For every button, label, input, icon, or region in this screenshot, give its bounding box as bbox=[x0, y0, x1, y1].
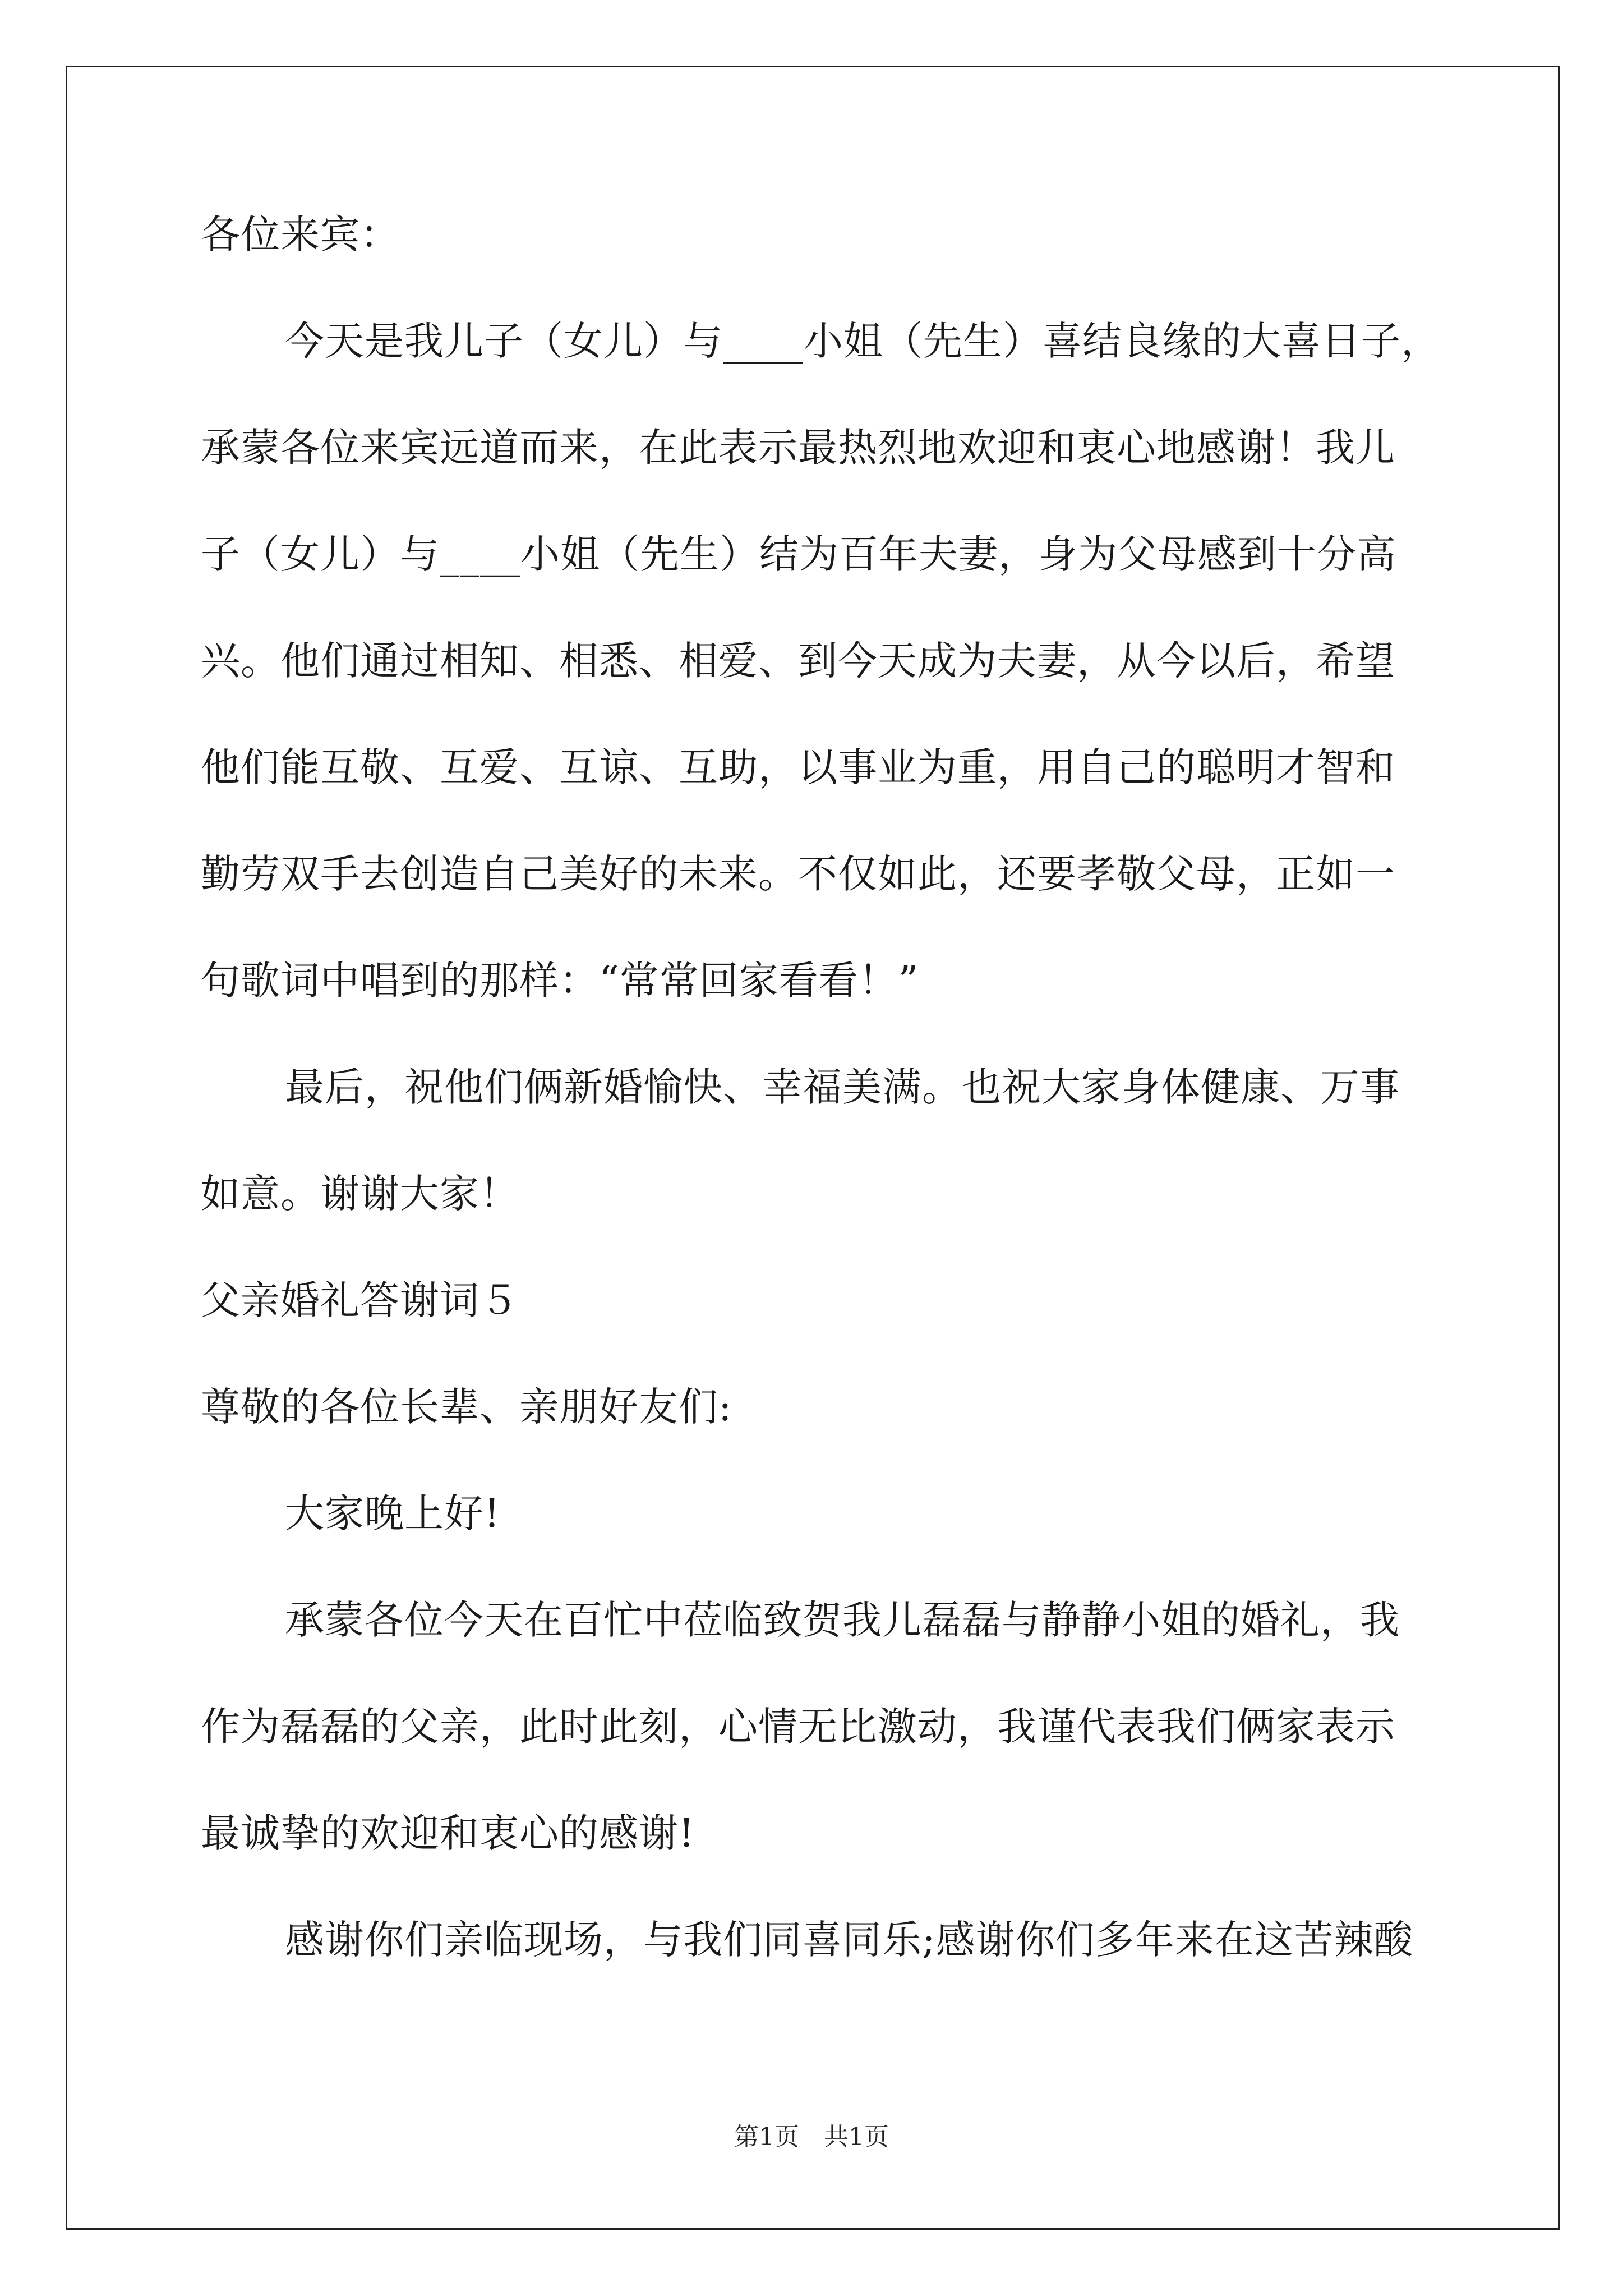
paragraph-line: 兴。他们通过相知、相悉、相爱、到今天成为夫妻，从今以后，希望 bbox=[201, 638, 1395, 684]
paragraph-line: 今天是我儿子（女儿）与____小姐（先生）喜结良缘的大喜日子， bbox=[285, 318, 1441, 364]
paragraph-line: 如意。谢谢大家！ bbox=[201, 1171, 519, 1217]
page-border bbox=[66, 66, 1560, 2230]
salutation: 尊敬的各位长辈、亲朋好友们: bbox=[201, 1384, 732, 1430]
paragraph-line: 作为磊磊的父亲，此时此刻，心情无比激动，我谨代表我们俩家表示 bbox=[201, 1704, 1395, 1750]
paragraph-line: 他们能互敬、互爱、互谅、互助，以事业为重，用自己的聪明才智和 bbox=[201, 744, 1395, 790]
paragraph-line: 承蒙各位今天在百忙中莅临致贺我儿磊磊与静静小姐的婚礼，我 bbox=[285, 1597, 1400, 1643]
paragraph-line: 子（女儿）与____小姐（先生）结为百年夫妻，身为父母感到十分高 bbox=[201, 531, 1396, 577]
paragraph-line: 最诚挚的欢迎和衷心的感谢! bbox=[201, 1810, 695, 1856]
paragraph-line: 感谢你们亲临现场，与我们同喜同乐;感谢你们多年来在这苦辣酸 bbox=[285, 1917, 1414, 1963]
paragraph-line: 勤劳双手去创造自己美好的未来。不仅如此，还要孝敬父母，正如一 bbox=[201, 851, 1395, 897]
paragraph-line: 最后，祝他们俩新婚愉快、幸福美满。也祝大家身体健康、万事 bbox=[285, 1064, 1400, 1110]
section-title: 父亲婚礼答谢词５ bbox=[201, 1277, 519, 1323]
page-number: 第1页 共1页 bbox=[734, 2123, 889, 2151]
paragraph-line: 承蒙各位来宾远道而来，在此表示最热烈地欢迎和衷心地感谢！我儿 bbox=[201, 425, 1395, 471]
paragraph-line: 句歌词中唱到的那样：“常常回家看看！” bbox=[201, 958, 919, 1004]
salutation: 各位来宾： bbox=[201, 211, 400, 257]
greeting-line: 大家晚上好! bbox=[285, 1490, 501, 1536]
